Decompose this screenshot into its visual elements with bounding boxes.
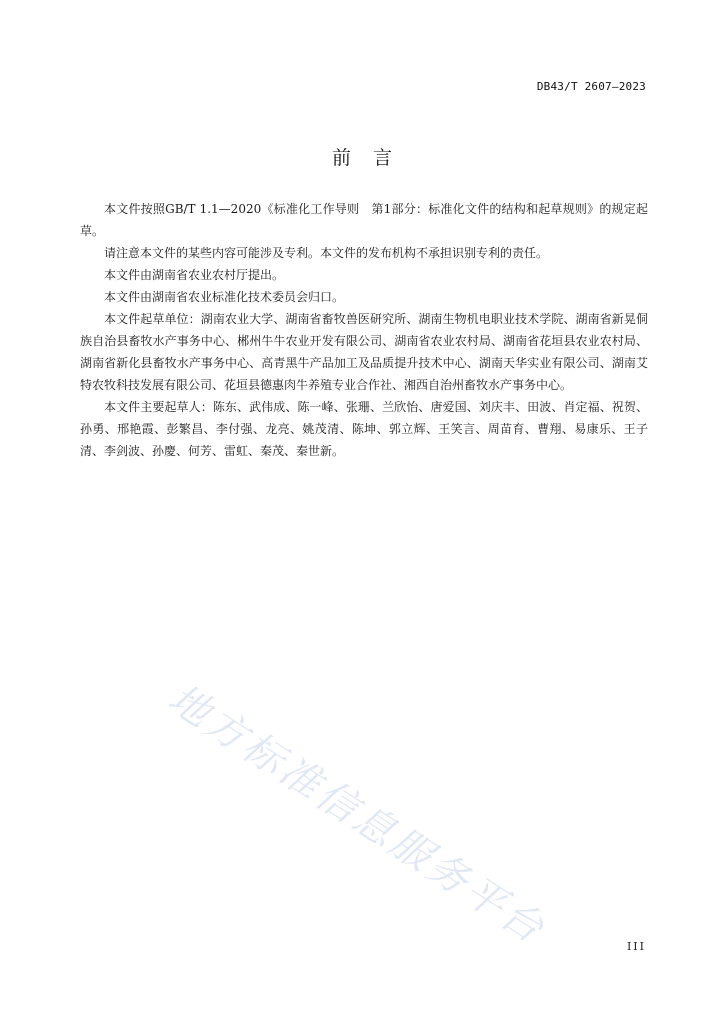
paragraph-drafting-rules: 本文件按照GB/T 1.1—2020《标准化工作导则 第1部分：标准化文件的结构和起草规则》的规定起草。	[80, 202, 648, 238]
paragraph-proposer: 本文件由湖南省农业农村厅提出。	[104, 268, 285, 282]
paragraph-main-drafters: 本文件主要起草人：陈东、武伟成、陈一峰、张珊、兰欣怡、唐爱国、刘庆丰、田波、肖定福、祝贺、孙勇、邢艳霞、彭繁昌、李付强、龙亮、姚茂清、陈坤、郭立辉、王笑言、周苗育、曹翔、易康乐、王子清、李剑波、孙慶、何芳、雷虹、秦茂、秦世新。	[80, 400, 648, 458]
preface-body	[80, 198, 648, 462]
paragraph-drafting-organizations: 本文件起草单位：湖南农业大学、湖南省畜牧兽医研究所、湖南生物机电职业技术学院、湖南省新晃侗族自治县畜牧水产事务中心、郴州牛牛农业开发有限公司、湖南省农业农村局、湖南省花垣县农业农村局、湖南省新化县畜牧水产事务中心、高青黑牛产品加工及品质提升技术中心、湖南天华实业有限公司、湖南艾特农牧科技发展有限公司、花垣县德惠肉牛养殖专业合作社、湘西自治州畜牧水产事务中心。	[80, 312, 648, 392]
document-number: DB43/T 2607—2023	[536, 80, 646, 93]
watermark: 地方标准信息服务平台	[160, 675, 555, 954]
page-title: 前言	[331, 147, 414, 169]
page-number: III	[626, 940, 646, 953]
paragraph-technical-committee: 本文件由湖南省农业标准化技术委员会归口。	[104, 290, 345, 304]
paragraph-patent-notice: 请注意本文件的某些内容可能涉及专利。本文件的发布机构不承担识别专利的责任。	[104, 246, 549, 260]
